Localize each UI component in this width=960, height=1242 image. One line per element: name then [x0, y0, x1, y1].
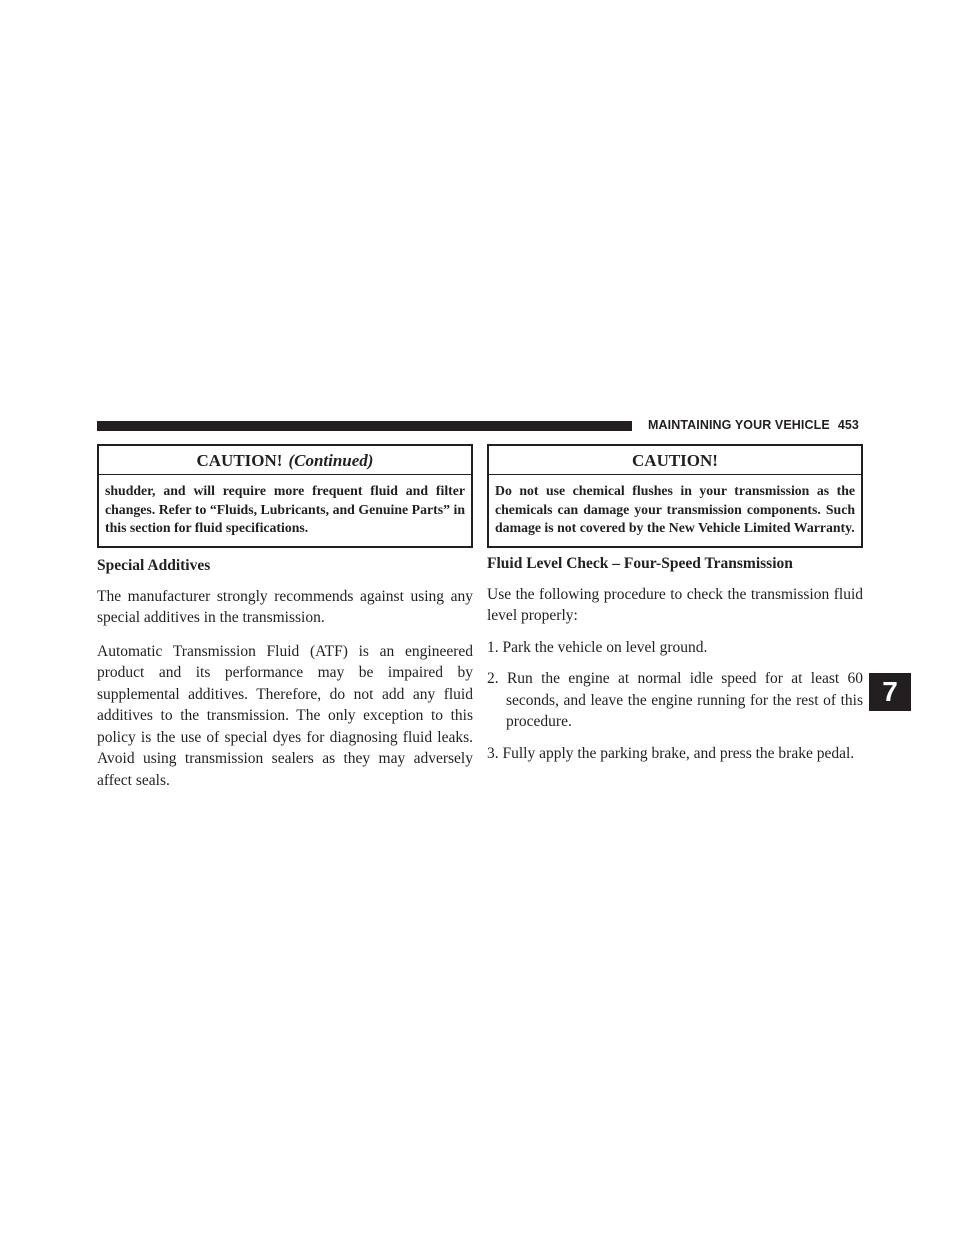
paragraph: Use the following procedure to check the transmission fluid level properly: — [487, 585, 863, 624]
caution-text: Do not use chemical flushes in your transmission as the chemicals can damage your transmission components. Such damage is not covered by the New Vehicle Limited Warranty. — [495, 483, 855, 535]
caution-heading — [99, 446, 471, 475]
chapter-tab: 7 — [869, 673, 911, 711]
caution-box-continued — [97, 444, 473, 548]
right-column — [487, 444, 863, 764]
running-header — [648, 418, 859, 432]
left-column — [97, 444, 473, 791]
paragraph: The manufacturer strongly recommends against using any special additives in the transmission. — [97, 587, 473, 626]
caution-title: CAUTION! — [632, 451, 718, 470]
caution-text: shudder, and will require more frequent fluid and filter changes. Refer to “Fluids, Lubricants, and Genuine Parts” in this section for fluid specifications. — [105, 483, 465, 535]
list-item: 3. Fully apply the parking brake, and press the brake pedal. — [487, 744, 855, 762]
caution-box — [487, 444, 863, 548]
list-item: 1. Park the vehicle on level ground. — [487, 638, 708, 656]
caution-title: CAUTION! — [196, 451, 283, 470]
header-rule — [97, 421, 632, 431]
list-item: 2. Run the engine at normal idle speed for at least 60 seconds, and leave the engine running for the rest of this procedure. — [487, 670, 863, 730]
paragraph: Automatic Transmission Fluid (ATF) is an engineered product and its performance may be impaired by supplemental additives. Therefore, do not add any fluid additives to the transmission. The only exception to this policy is the use of special dyes for diagnosing fluid leaks. Avoid using transmission sealers as they may adversely affect seals. — [97, 642, 473, 789]
section-heading-fluid-level-check: Fluid Level Check – Four-Speed Transmission — [487, 554, 793, 572]
section-title: MAINTAINING YOUR VEHICLE — [648, 418, 830, 432]
section-heading-special-additives: Special Additives — [97, 556, 211, 574]
caution-heading — [489, 446, 861, 475]
caution-continued-label: (Continued) — [288, 451, 374, 470]
page-number: 453 — [837, 418, 859, 432]
